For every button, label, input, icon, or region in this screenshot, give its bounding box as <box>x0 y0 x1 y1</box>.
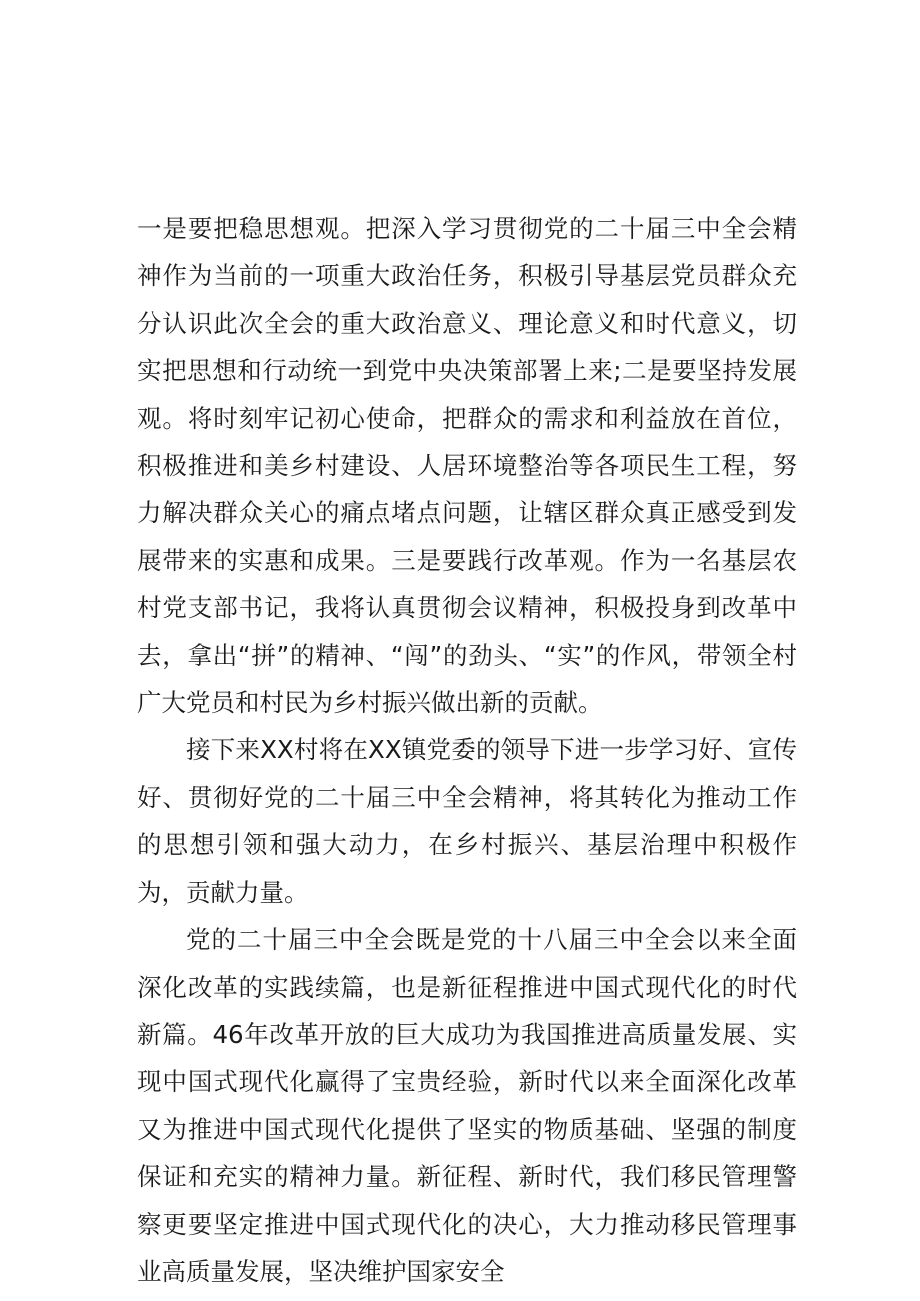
paragraph-3: 党的二十届三中全会既是党的十八届三中全会以来全面深化改革的实践续篇，也是新征程推进中国式现代化的时代新篇。46年改革开放的巨大成功为我国推进高质量发展、实现中国式现代化赢得了宝贵经验，新时代以来全面深化改革又为推进中国式现代化提供了坚实的物质基础、坚强的制度保证和充实的精神力量。新征程、新时代，我们移民管理警察更要坚定推进中国式现代化的决心，大力推动移民管理事业高质量发展，坚决维护国家安全 <box>137 925 797 1286</box>
paragraph-1: 一是要把稳思想观。把深入学习贯彻党的二十届三中全会精神作为当前的一项重大政治任务，积极引导基层党员群众充分认识此次全会的重大政治意义、理论意义和时代意义，切实把思想和行动统一到党中央决策部署上来;二是要坚持发展观。将时刻牢记初心使命，把群众的需求和利益放在首位，积极推进和美乡村建设、人居环境整治等各项民生工程，努力解决群众关心的痛点堵点问题，让辖区群众真正感受到发展带来的实惠和成果。三是要践行改革观。作为一名基层农村党支部书记，我将认真贯彻会议精神，积极投身到改革中去，拿出“拼”的精神、“闯”的劲头、“实”的作风，带领全村广大党员和村民为乡村振兴做出新的贡献。 <box>137 214 797 718</box>
paragraph-2: 接下来XX村将在XX镇党委的领导下进一步学习好、宣传好、贯彻好党的二十届三中全会精神，将其转化为推动工作的思想引领和强大动力，在乡村振兴、基层治理中积极作为，贡献力量。 <box>137 735 797 907</box>
document-body <box>137 205 797 1295</box>
